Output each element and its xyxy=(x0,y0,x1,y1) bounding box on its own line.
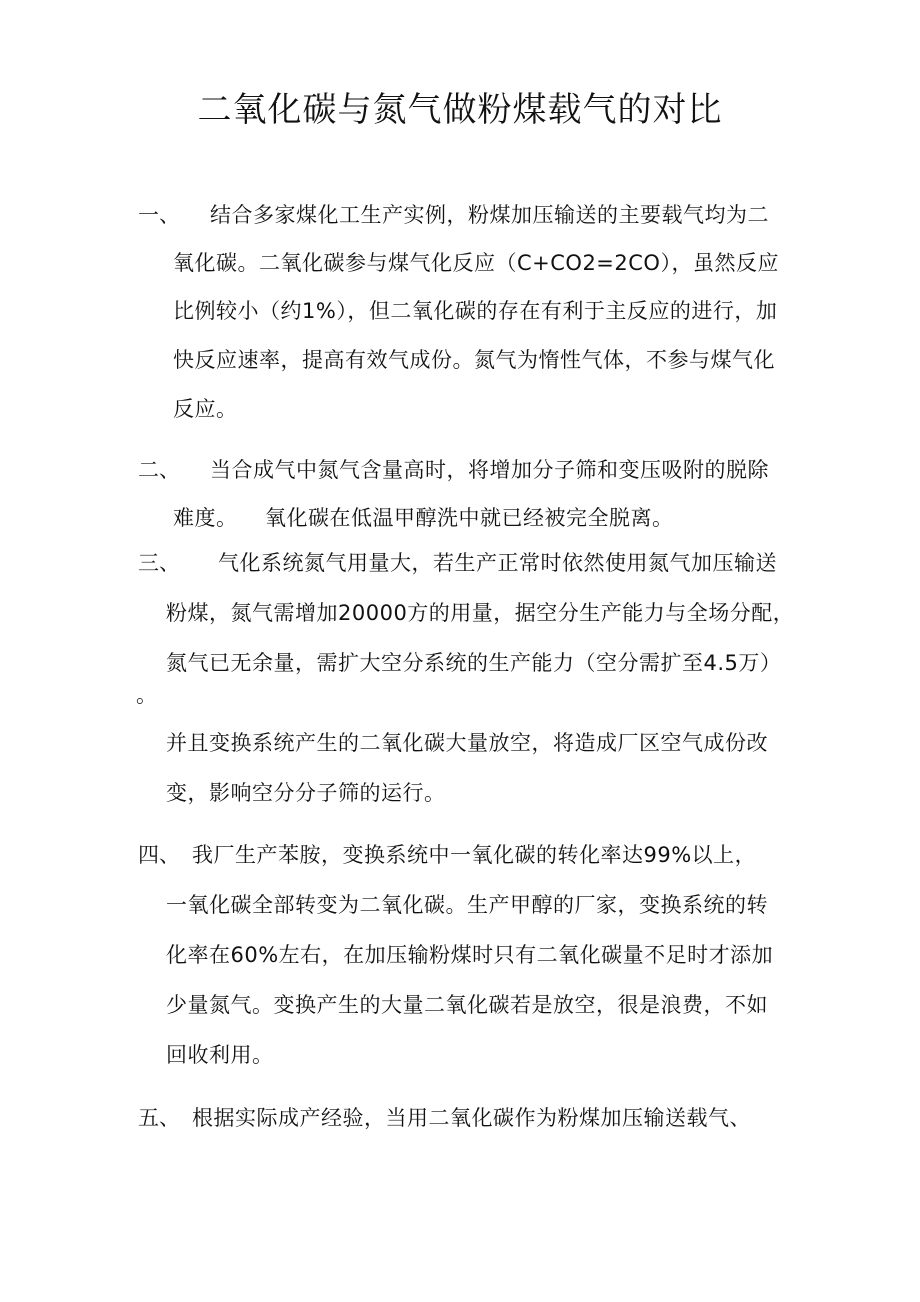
text-line: 氮气已无余量，需扩大空分系统的生产能力（空分需扩至4.5万） xyxy=(166,651,782,675)
text-line: 我厂生产苯胺，变换系统中一氧化碳的转化率达99%以上， xyxy=(192,843,757,867)
text-line: 并且变换系统产生的二氧化碳大量放空，将造成厂区空气成份改 xyxy=(166,731,768,755)
section-marker: 四、 xyxy=(138,843,180,867)
text-line: 。 xyxy=(136,683,158,707)
text-line: 氧化碳。二氧化碳参与煤气化反应（C+CO2=2CO），虽然反应 xyxy=(173,251,779,275)
section-marker: 三、 xyxy=(138,551,180,575)
text-line: 当合成气中氮气含量高时，将增加分子筛和变压吸附的脱除 xyxy=(210,458,769,482)
text-line: 氧化碳在低温甲醇洗中就已经被完全脱离。 xyxy=(265,506,674,530)
text-line: 结合多家煤化工生产实例，粉煤加压输送的主要载气均为二 xyxy=(210,203,769,227)
section-marker: 五、 xyxy=(138,1106,180,1130)
text-line: 反应。 xyxy=(173,397,238,421)
text-line: 一氧化碳全部转变为二氧化碳。生产甲醇的厂家，变换系统的转 xyxy=(166,893,768,917)
text-line: 变，影响空分分子筛的运行。 xyxy=(166,781,446,805)
text-line: 快反应速率，提高有效气成份。氮气为惰性气体，不参与煤气化 xyxy=(173,348,775,372)
text-line: 难度。 xyxy=(173,506,238,530)
section-marker: 一、 xyxy=(138,203,180,227)
text-line: 气化系统氮气用量大，若生产正常时依然使用氮气加压输送 xyxy=(218,551,777,575)
text-line: 少量氮气。变换产生的大量二氧化碳若是放空，很是浪费，不如 xyxy=(166,993,768,1017)
text-line: 化率在60%左右，在加压输粉煤时只有二氧化碳量不足时才添加 xyxy=(166,943,774,967)
text-line: 比例较小（约1%），但二氧化碳的存在有利于主反应的进行，加 xyxy=(173,299,778,323)
text-line: 回收利用。 xyxy=(166,1043,274,1067)
section-marker: 二、 xyxy=(138,458,180,482)
text-line: 粉煤，氮气需增加20000方的用量，据空分生产能力与全场分配， xyxy=(166,601,795,625)
text-line: 根据实际成产经验，当用二氧化碳作为粉煤加压输送载气、 xyxy=(192,1106,751,1130)
page-title: 二氧化碳与氮气做粉煤载气的对比 xyxy=(197,90,723,130)
